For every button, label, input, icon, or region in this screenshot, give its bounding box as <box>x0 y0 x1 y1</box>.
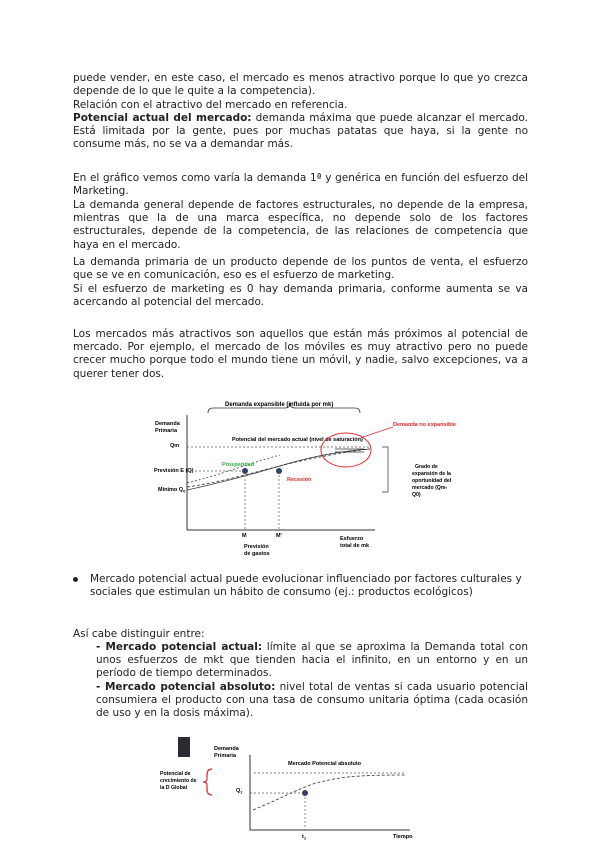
tiempo-label: Tiempo <box>393 834 413 840</box>
paragraph-grafico: En el gráfico vemos como varía la demanda 1ª y genérica en función del esfuerzo del Marketing. <box>73 172 528 198</box>
term-potencial-actual: Potencial actual del mercado: <box>73 112 252 124</box>
term-mercado-absoluto: Mercado potencial absoluto: <box>104 681 276 693</box>
absolute-curve-label: Mercado Potencial absoluto <box>288 761 362 767</box>
q1-label: $Q_1$ <box>236 788 243 795</box>
m-prime-label: M' <box>276 533 282 539</box>
term-mercado-actual: Mercado potencial actual: <box>105 641 263 653</box>
text-mercado-actual: límite al que se aproxima la Demanda total con unos esfuerzos de mkt que tienden hacia el infinito, en un entorno y en un período de tiempo determinados. <box>96 641 528 680</box>
y-axis-label-2: Primaria <box>155 428 178 434</box>
demand-curve-lower <box>187 449 370 487</box>
brace-expansible-label: Demanda expansible (influida por mk) <box>225 402 334 408</box>
left-label-3: la D Global <box>160 785 188 791</box>
recesion-label: Recesión <box>287 477 312 483</box>
bullet-text: Mercado potencial actual puede evolucionar influenciado por factores culturales y sociales que estimulan un hábito de consumo (ej.: productos ecológicos) <box>90 573 522 599</box>
paragraph-mercados-atractivos: Los mercados más atractivos son aquellos que están más próximos al potencial de mercado. Por ejemplo, el mercado de los móviles es muy atractivo pero no puede crecer mucho porque todo el mundo tiene un móvil, y nadie, salvo excepciones, va a querer tener dos. <box>73 328 528 380</box>
no-expansible-label: Demanda no expansible <box>393 422 456 428</box>
m-label: M <box>242 533 247 539</box>
bullet-dot <box>73 577 78 582</box>
red-brace <box>203 769 212 795</box>
absolute-curve <box>253 775 405 810</box>
curve-potencial-label: Potencial del mercado actual (nivel de saturación) <box>232 437 363 443</box>
paragraph-distinguir: Así cabe distinguir entre: <box>73 628 205 640</box>
esfuerzo-label-1: Esfuerzo <box>340 536 364 542</box>
grado-line-3: oportunidad del <box>412 478 452 484</box>
paragraph-demanda-primaria: La demanda primaria de un producto depende de los puntos de venta, el esfuerzo que se ve en comunicación, eso es el esfuerzo de marketing. <box>73 256 528 282</box>
definition-mercado-actual: - Mercado potencial actual: límite al que se aproxima la Demanda total con unos esfuerzos de mkt que tienden hacia el infinito, en un entorno y en un período de tiempo determinados. <box>96 641 528 680</box>
grado-bracket <box>382 447 388 492</box>
paragraph-intro: puede vender, en este caso, el mercado es menos atractivo porque lo que yo crezca depende de lo que le quite a la competencia). <box>73 72 528 98</box>
y-axis-2-label-2: Primaria <box>214 753 237 759</box>
decorative-bar <box>178 737 190 757</box>
y-axis-2-label-1: Demanda <box>214 746 239 752</box>
left-label-2: crecimiento de <box>160 778 197 784</box>
esfuerzo-label-2: total de mk <box>340 543 370 549</box>
prevision-gastos-2: de gastos <box>244 551 270 557</box>
definition-mercado-absoluto: - Mercado potencial absoluto: nivel total de ventas si cada usuario potencial consumiera el producto con una tasa de consumo unitaria óptima (cada ocasión de uso y en la dosis máxima). <box>96 681 529 720</box>
paragraph-esfuerzo: Si el esfuerzo de marketing es 0 hay demanda primaria, conforme aumenta se va acercando al potencial del mercado. <box>73 283 528 309</box>
absolute-market-chart <box>150 735 430 840</box>
paragraph-potencial-actual <box>73 112 528 152</box>
grado-line-5: Q0) <box>412 492 421 498</box>
text-mercado-absoluto: nivel total de ventas si cada usuario potencial consumiera el producto con una tasa de consumo unitaria óptima (cada ocasión de uso y en la dosis máxima). <box>96 681 529 720</box>
grado-line-1: Grado de <box>415 464 438 470</box>
paragraph-demanda-general: La demanda general depende de factores estructurales, no depende de la empresa, mientras que la de una marca específica, no depende solo de los factores estructurales, depende de la competencia, de las relaciones de competencia que haya en el mercado. <box>73 199 528 251</box>
minimo-label: Mínimo $Q_0$ <box>158 487 186 494</box>
paragraph-relation: Relación con el atractivo del mercado en referencia. <box>73 99 348 111</box>
prevision-label: Previsión E (Q) <box>154 468 194 474</box>
prevision-gastos-1: Previsión <box>244 544 269 550</box>
grado-line-2: expansión de la <box>412 471 451 477</box>
qm-label: Qm <box>170 443 180 449</box>
bullet-item <box>90 573 530 599</box>
definition-potencial-actual: demanda máxima que puede alcanzar el mercado. Está limitada por la gente, pues por muchas patatas que haya, si la gente no consume más, no se va a demandar más. <box>73 112 529 151</box>
left-label-1: Potencial de <box>160 771 191 777</box>
t1-label: $t_1$ <box>302 834 307 840</box>
demand-chart-figure <box>150 395 470 565</box>
no-expansible-pointer <box>363 427 393 437</box>
prosperidad-label: Prosperidad <box>222 462 255 468</box>
grado-line-4: mercado (Qm- <box>412 485 448 491</box>
y-axis-label-1: Demanda <box>155 421 180 427</box>
